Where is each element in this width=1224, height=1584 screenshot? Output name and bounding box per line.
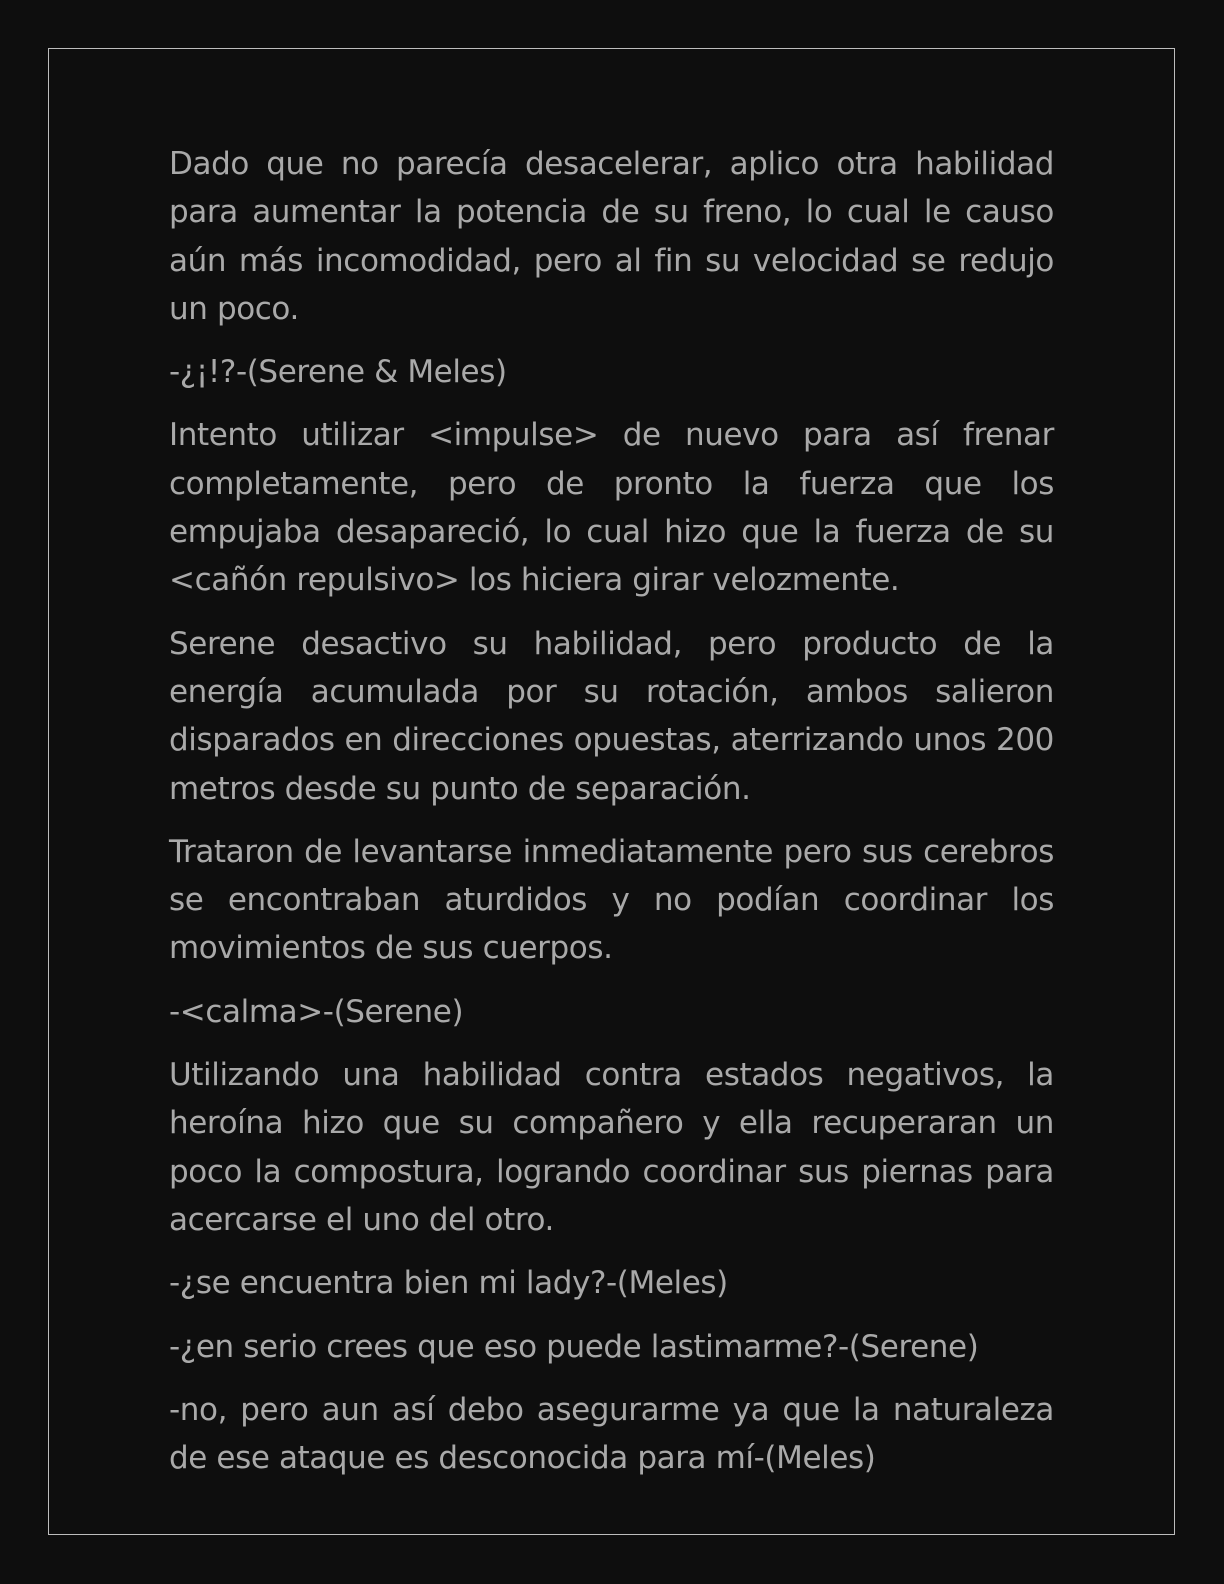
dialogue-line: -¿en serio crees que eso puede lastimarme?-(Serene) — [169, 1328, 979, 1365]
document-body — [169, 140, 1054, 1497]
paragraph: Trataron de levantarse inmediatamente pero sus cerebros se encontraban aturdidos y no podían coordinar los movimientos de sus cuerpos. — [169, 833, 1054, 967]
dialogue-line: -¿¡!?-(Serene & Meles) — [169, 354, 507, 391]
dialogue-line: -<calma>-(Serene) — [169, 993, 464, 1030]
paragraph: Utilizando una habilidad contra estados negativos, la heroína hizo que su compañero y ella recuperaran un poco la compostura, logrando coordinar sus piernas para acercarse el uno del otro. — [169, 1057, 1054, 1238]
paragraph: Dado que no parecía desacelerar, aplico otra habilidad para aumentar la potencia de su freno, lo cual le causo aún más incomodidad, pero al fin su velocidad se redujo un poco. — [169, 146, 1054, 327]
paragraph: Intento utilizar <impulse> de nuevo para así frenar completamente, pero de pronto la fuerza que los empujaba desapareció, lo cual hizo que la fuerza de su <cañón repulsivo> los hiciera girar velozmente. — [169, 417, 1054, 599]
paragraph: Serene desactivo su habilidad, pero producto de la energía acumulada por su rotación, ambos salieron disparados en direcciones opuestas, aterrizando unos 200 metros desde su punto de separación. — [169, 625, 1054, 807]
paragraph: -no, pero aun así debo asegurarme ya que la naturaleza de ese ataque es desconocida para mí-(Meles) — [169, 1391, 1054, 1477]
dialogue-line: -¿se encuentra bien mi lady?-(Meles) — [169, 1265, 728, 1302]
